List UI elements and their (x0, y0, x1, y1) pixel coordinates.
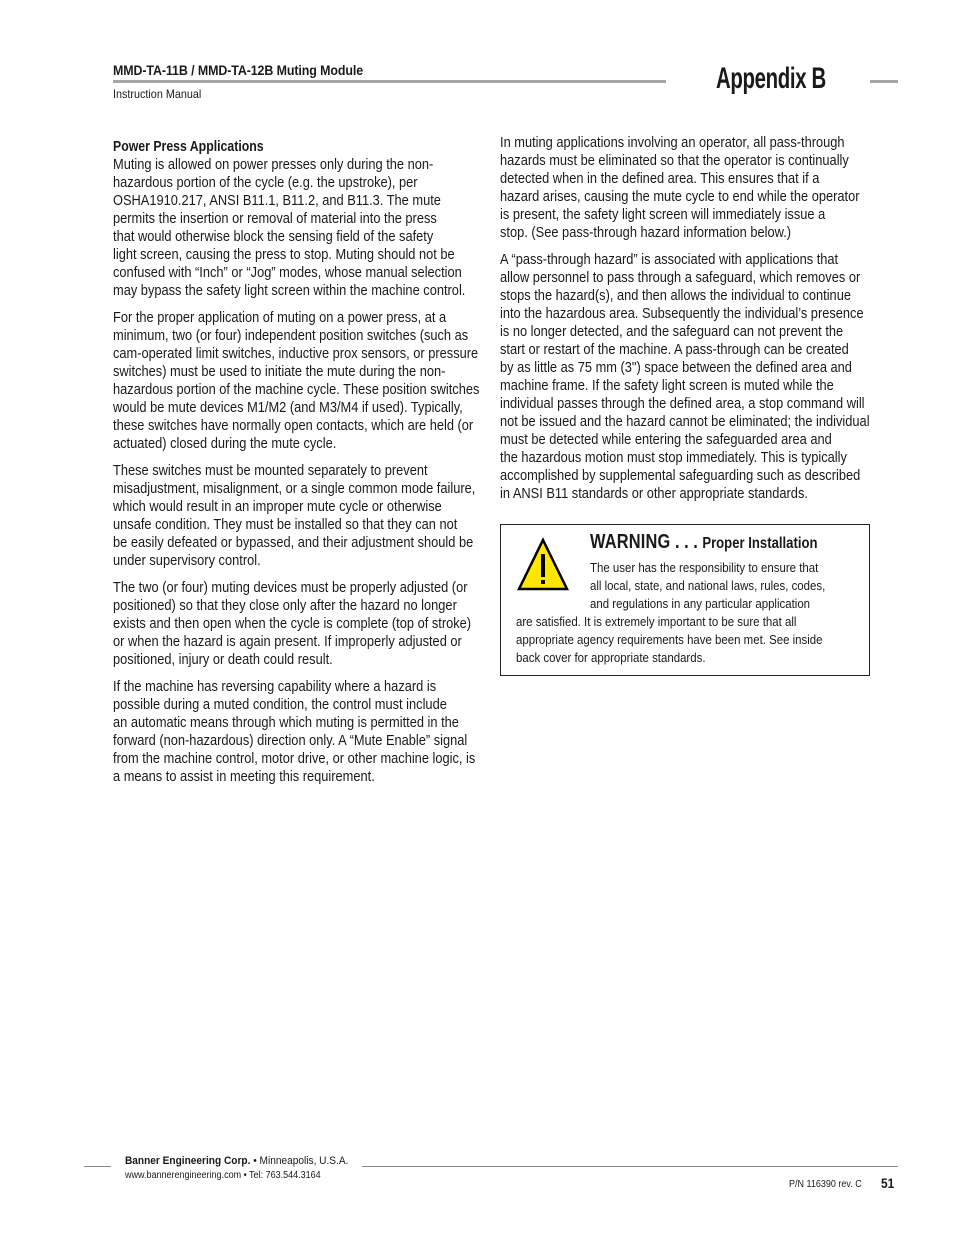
paragraph: These switches must be mounted separately to prevent misadjustment, misalignment, or a single common mode failure, which would result in an improper mute cycle or otherwise unsafe condition. They must be installed so that they can not be easily defeated or bypassed, and their adjustment should be under supervisory control. (113, 463, 476, 569)
part-number: P/N 116390 rev. C (789, 1179, 862, 1190)
paragraph: The two (or four) muting devices must be properly adjusted (or positioned) so that they close only after the hazard no longer exists and then open when the cycle is complete (top of stroke) or when the hazard is again present. If improperly adjusted or positioned, injury or death could result. (113, 580, 472, 668)
footer-rule-left (84, 1166, 111, 1167)
page-number: 51 (881, 1175, 895, 1191)
header-rule-right (870, 80, 898, 83)
paragraph: In muting applications involving an operator, all pass-through hazards must be eliminated so that the operator is continually detected when in the defined area. This ensures that if a hazard arises, causing the mute cycle to end while the operator is present, the safety light screen will immediately issue a stop. (See pass-through hazard information below.) (500, 135, 860, 241)
warning-subtitle: Proper Installation (702, 535, 818, 552)
paragraph: A “pass-through hazard” is associated with applications that allow personnel to pass through a safeguard, which removes or stops the hazard(s), and then allows the individual to continue into the hazardous area. Subsequently the individual’s presence is no longer detected, and the safeguard can not prevent the start or restart of the machine. A pass-through can be created by as little as 75 mm (3") space between the defined area and machine frame. If the safety light screen is muted while the individual passes through the defined area, a stop command will not be issued and the hazard cannot be eliminated; the individual must be detected while entering the safeguarded area and the hazardous motion must stop immediately. This is typically accomplished by supplemental safeguarding such as described in ANSI B11 standards or other appropriate standards. (500, 252, 870, 502)
header-rule-left (113, 80, 666, 83)
warning-text-indented: The user has the responsibility to ensure that all local, state, and national laws, rules, codes, and regulations in any particular application (590, 560, 826, 611)
paragraph: Muting is allowed on power presses only during the non- hazardous portion of the cycle (e.g. the upstroke), per OSHA1910.217, ANSI B11.1, B11.2, and B11.3. The mute permits the insertion or removal of material into the press that would otherwise block the sensing field of the safety light screen, causing the press to stop. Muting should not be confused with “Inch” or “Jog” modes, whose manual selection may bypass the safety light screen within the machine control. (113, 157, 466, 299)
company-name: Banner Engineering Corp. (125, 1155, 251, 1167)
warning-word: WARNING (590, 531, 671, 553)
warning-triangle-icon (517, 537, 569, 593)
warning-text-full: are satisfied. It is extremely important to be sure that all appropriate agency requirements have been met. See inside back cover for appropriate standards. (516, 614, 823, 665)
warning-dots: . . . (670, 531, 703, 553)
warning-heading (590, 531, 817, 554)
warning-box (500, 524, 870, 676)
footer-company (125, 1155, 348, 1167)
appendix-title: Appendix B (716, 62, 826, 95)
footer-rule-right (362, 1166, 898, 1167)
company-location: • Minneapolis, U.S.A. (250, 1155, 349, 1167)
left-column (113, 138, 481, 795)
document-subtitle: Instruction Manual (113, 87, 202, 101)
right-column (500, 134, 873, 512)
paragraph: If the machine has reversing capability where a hazard is possible during a muted condition, the control must include an automatic means through which muting is permitted in the forward (non-hazardous) direction only. A “Mute Enable” signal from the machine control, motor drive, or other machine logic, is a means to assist in meeting this requirement. (113, 679, 476, 785)
document-title: MMD-TA-11B / MMD-TA-12B Muting Module (113, 63, 364, 78)
footer-contact: www.bannerengineering.com • Tel: 763.544.3164 (125, 1170, 321, 1181)
paragraph: For the proper application of muting on a power press, at a minimum, two (or four) independent position switches (such as cam-operated limit switches, inductive prox sensors, or pressure switches) must be used to initiate the mute during the non- hazardous portion of the machine cycle. These position switches would be mute devices M1/M2 (and M3/M4 if used). Typically, these switches have normally open contacts, which are held (or actuated) closed during the mute cycle. (113, 310, 480, 452)
section-heading: Power Press Applications (113, 138, 264, 155)
